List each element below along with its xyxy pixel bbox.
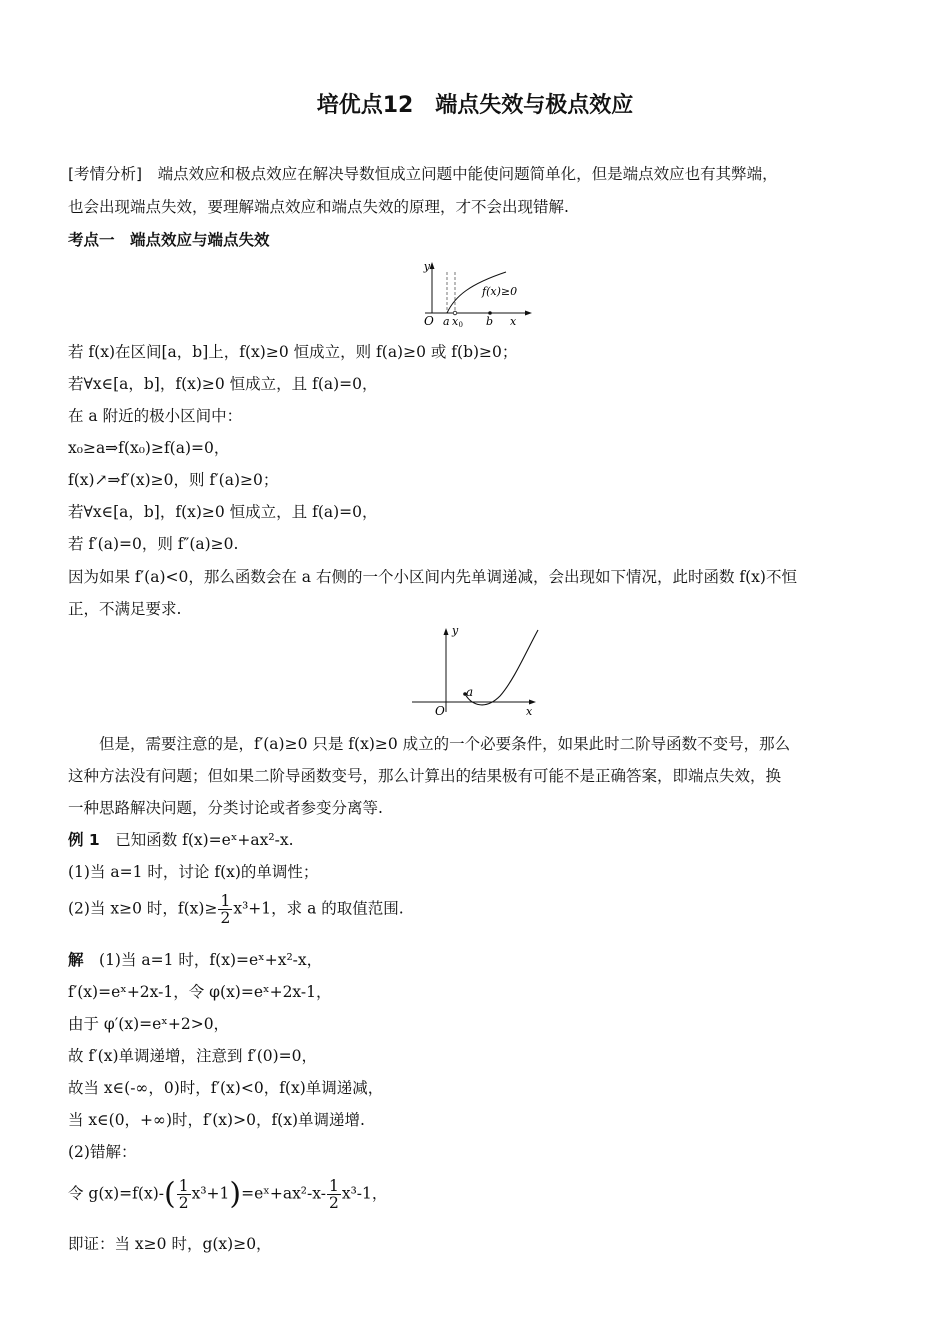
- body-line-6: 若∀x∈[a，b]，f(x)≥0 恒成立，且 f(a)=0，: [68, 503, 378, 521]
- example-text: 已知函数 f(x)=eˣ+ax²-x.: [99, 831, 294, 849]
- example-label: 例 1: [68, 831, 100, 849]
- origin-label: O: [424, 314, 434, 328]
- figure-endpoint-failure: [408, 622, 543, 720]
- analysis-tag: [考情分析]: [68, 165, 143, 183]
- question-2: (2)当 x≥0 时，f(x)≥ $\frac{1}{2}$ x³+1，求 a 的取值范围.: [68, 892, 404, 927]
- body-line-9: 正，不满足要求.: [68, 600, 182, 618]
- para2-line-1: 但是，需要注意的是，f′(a)≥0 只是 f(x)≥0 成立的一个必要条件，如果此时二阶导函数不变号，那么: [68, 735, 791, 753]
- solution-label: 解: [68, 951, 84, 969]
- body-line-7: 若 f′(a)=0，则 f″(a)≥0.: [68, 535, 239, 553]
- a-label: a: [466, 685, 474, 699]
- page-title: 培优点12 端点失效与极点效应: [316, 93, 634, 118]
- body-line-5: f(x)↗⇒f′(x)≥0，则 f′(a)≥0；: [68, 471, 279, 489]
- para2-line-2: 这种方法没有问题；但如果二阶导函数变号，那么计算出的结果极有可能不是正确答案，即端点失效，换: [68, 767, 782, 785]
- solution-last-line: 即证：当 x≥0 时，g(x)≥0，: [68, 1235, 272, 1253]
- solution-line-1: 解 (1)当 a=1 时，f(x)=eˣ+x²-x，: [68, 951, 323, 969]
- solution-line-7: (2)错解：: [68, 1143, 137, 1161]
- a-label: a: [443, 315, 450, 328]
- solution-line-6: 当 x∈(0，+∞)时，f′(x)>0，f(x)单调递增.: [68, 1111, 365, 1129]
- body-line-1: 若 f(x)在区间[a，b]上，f(x)≥0 恒成立，则 f(a)≥0 或 f(b)≥0；: [68, 343, 518, 361]
- figure-endpoint-effect: [420, 258, 535, 328]
- curve-label: f(x)≥0: [482, 285, 518, 298]
- x-label: x: [510, 315, 517, 328]
- b-label: b: [486, 315, 494, 328]
- curve: [465, 630, 538, 705]
- analysis-line-2: 也会出现端点失效，要理解端点效应和端点失效的原理，才不会出现错解.: [68, 198, 569, 216]
- section-heading: 考点一 端点效应与端点失效: [68, 231, 270, 249]
- solution-line-5: 故当 x∈(-∞，0)时，f′(x)<0，f(x)单调递减，: [68, 1079, 384, 1097]
- solution-line-4: 故 f′(x)单调递增，注意到 f′(0)=0，: [68, 1047, 318, 1065]
- x-label: x: [526, 705, 533, 718]
- analysis-text-1: 端点效应和极点效应在解决导数恒成立问题中能使问题简单化，但是端点效应也有其弊端，: [142, 165, 778, 183]
- fraction-one-half: $\frac{1}{2}$: [220, 892, 231, 927]
- analysis-line-1: [68, 163, 778, 185]
- fraction-one-half: $\frac{1}{2}$: [178, 1177, 189, 1212]
- y-label: y: [423, 260, 430, 273]
- example-line: [68, 829, 294, 851]
- body-line-8: 因为如果 f′(a)<0，那么函数会在 a 右侧的一个小区间内先单调递减，会出现如下情况，此时函数 f(x)不恒: [68, 568, 797, 586]
- solution-line-3: 由于 φ′(x)=eˣ+2>0，: [68, 1015, 230, 1033]
- fraction-one-half: $\frac{1}{2}$: [328, 1177, 339, 1212]
- solution-line-2: f′(x)=eˣ+2x-1，令 φ(x)=eˣ+2x-1，: [68, 983, 332, 1001]
- para2-line-3: 一种思路解决问题，分类讨论或者参变分离等.: [68, 799, 383, 817]
- g-definition: 令 g(x)=f(x)-( $\frac{1}{2}$ x³+1)=eˣ+ax²-x- $\frac{1}{2}$ x³-1，: [68, 1176, 388, 1212]
- body-line-4: x₀≥a⇒f(x₀)≥f(a)=0，: [68, 439, 230, 457]
- x0-label: x: [452, 315, 459, 328]
- body-line-2: 若∀x∈[a，b]，f(x)≥0 恒成立，且 f(a)=0，: [68, 375, 378, 393]
- y-label: y: [452, 624, 459, 637]
- question-1: (1)当 a=1 时，讨论 f(x)的单调性；: [68, 863, 319, 881]
- origin-label: O: [435, 704, 445, 718]
- body-line-3: 在 a 附近的极小区间中：: [68, 407, 243, 425]
- x0-subscript: 0: [458, 321, 463, 328]
